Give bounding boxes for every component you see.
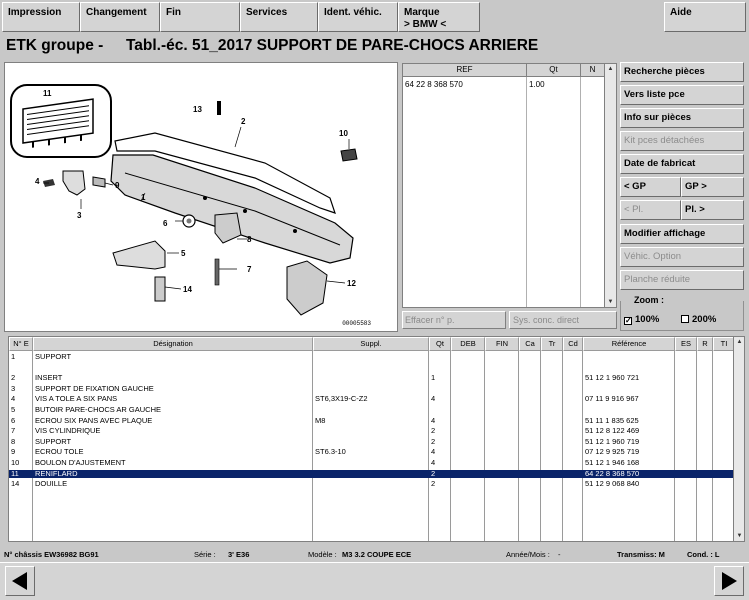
callout-14: 14 — [183, 285, 192, 294]
callout-12: 12 — [347, 279, 356, 288]
cell-des: VIS A TOLE A SIX PANS — [35, 394, 118, 404]
cell-qt: 1 — [431, 373, 436, 383]
cell-des: BUTOIR PARE-CHOCS AR GAUCHE — [35, 405, 161, 414]
cell-ref: 51 12 1 946 168 — [585, 458, 640, 467]
brand-button[interactable] — [398, 2, 480, 32]
ref-row-ref[interactable]: 64 22 8 368 570 — [405, 80, 463, 89]
services-label: Services — [246, 7, 288, 18]
table-row[interactable] — [9, 385, 734, 393]
cell-des: ECROU SIX PANS AVEC PLAQUE — [35, 415, 153, 425]
transmission: Transmiss: M — [617, 550, 665, 559]
cell-qt: 2 — [431, 479, 436, 489]
cell-qt: 2 — [431, 436, 436, 446]
cell-n: 1 — [11, 352, 16, 361]
chassis-number: N° châssis EW36982 BG91 — [4, 550, 99, 559]
cell-n: 14 — [11, 479, 20, 489]
help-label: Aide — [670, 7, 692, 18]
parts-scrollbar[interactable] — [733, 337, 744, 541]
modify-display-button[interactable] — [620, 224, 744, 244]
clear-part-number-button[interactable] — [402, 311, 506, 329]
end-button[interactable] — [160, 2, 240, 32]
col-header-ti[interactable]: TI — [713, 337, 735, 351]
cell-ref: 07 12 9 925 719 — [585, 447, 640, 457]
year-value: - — [558, 550, 561, 559]
col-header-qty[interactable]: Qt — [429, 337, 451, 351]
cell-des: SUPPORT — [35, 436, 72, 446]
cell-des: SUPPORT DE FIXATION GAUCHE — [35, 383, 154, 393]
cell-n: 11 — [11, 468, 19, 478]
back-button[interactable] — [5, 566, 35, 596]
model-label: Modèle : — [308, 550, 337, 559]
kit-label: Kit pces détachées — [624, 135, 705, 146]
table-row[interactable] — [9, 374, 734, 382]
cell-des: RENIFLARD — [35, 468, 78, 478]
series-value: 3' E36 — [228, 550, 250, 559]
diagram-drawing — [5, 63, 398, 332]
cell-sup: M8 — [315, 415, 326, 425]
series-label: Série : — [194, 550, 216, 559]
cell-n: 7 — [11, 426, 16, 436]
cell-des: BOULON D'AJUSTEMENT — [35, 458, 126, 467]
cell-n: 10 — [11, 458, 20, 467]
next-gp-label: GP > — [685, 181, 707, 192]
cell-ref: 51 11 1 835 625 — [585, 415, 639, 425]
brand-label: Marque — [404, 7, 440, 18]
search-parts-button[interactable] — [620, 62, 744, 82]
prev-pl-button[interactable] — [620, 200, 681, 220]
zoom-200-label: 200% — [692, 314, 717, 325]
ref-header-qty[interactable]: Qt — [527, 64, 581, 77]
zoom-100-checkbox[interactable] — [624, 314, 659, 325]
info-parts-button[interactable] — [620, 108, 744, 128]
zoom-100-label: 100% — [635, 314, 660, 325]
callout-2: 2 — [241, 117, 246, 126]
to-list-button[interactable] — [620, 85, 744, 105]
cell-des: ECROU TOLE — [35, 447, 84, 457]
drive-side: Cond. : L — [687, 550, 720, 559]
title-bar — [0, 34, 749, 60]
col-header-es[interactable]: ES — [675, 337, 697, 351]
table-row[interactable] — [9, 364, 734, 372]
cell-n: 3 — [11, 383, 16, 393]
callout-3: 3 — [77, 211, 82, 220]
col-header-no[interactable]: N° E — [9, 337, 33, 351]
cell-ref: 51 12 8 122 469 — [585, 426, 640, 436]
next-pl-button[interactable] — [681, 200, 744, 220]
reduced-plate-label: Planche réduite — [624, 274, 691, 285]
cell-n: 8 — [11, 436, 16, 446]
cell-qt: 4 — [431, 458, 436, 467]
ref-header-ref[interactable]: REF — [403, 64, 527, 77]
next-pl-label: Pl. > — [685, 204, 705, 215]
zoom-label: Zoom : — [634, 295, 664, 305]
cell-n: 5 — [11, 405, 16, 414]
ref-header-n[interactable]: N — [581, 64, 605, 77]
callout-5: 5 — [181, 249, 186, 258]
to-list-label: Vers liste pce — [624, 89, 685, 100]
prev-gp-button[interactable] — [620, 177, 681, 197]
table-title: Tabl.-éc. 51_2017 SUPPORT DE PARE-CHOCS ARRIERE — [125, 37, 539, 54]
callout-11: 11 — [43, 89, 52, 98]
services-button[interactable] — [240, 2, 318, 32]
cell-ref: 64 22 8 368 570 — [585, 468, 640, 478]
ref-scrollbar[interactable] — [604, 64, 616, 307]
table-row[interactable] — [9, 427, 734, 435]
bottom-bar — [0, 562, 749, 600]
status-bar — [0, 546, 749, 562]
cell-des: SUPPORT — [35, 352, 72, 361]
cell-ref: 51 12 9 068 840 — [585, 479, 640, 489]
vehicle-option-label: Véhic. Option — [624, 251, 682, 262]
arrow-right-icon — [715, 567, 743, 595]
part-11-reniflard — [23, 99, 93, 149]
table-row[interactable] — [9, 406, 734, 414]
scroll-down-icon[interactable]: ▼ — [607, 299, 614, 305]
check-icon: ✓ — [625, 316, 632, 325]
date-label: Date de fabricat — [624, 158, 696, 169]
sys-conc-label: Sys. conc. direct — [513, 315, 580, 325]
ref-row-qty[interactable]: 1.00 — [529, 80, 545, 89]
cell-qt: 4 — [431, 394, 436, 404]
prev-pl-label: < Pl. — [624, 204, 644, 215]
clear-part-number-label: Effacer n° p. — [405, 315, 455, 325]
cell-n: 9 — [11, 447, 16, 457]
modify-display-label: Modifier affichage — [624, 228, 706, 239]
col-header-designation[interactable]: Désignation — [33, 337, 313, 351]
scroll-down-icon[interactable]: ▼ — [736, 533, 743, 539]
brand-value: > BMW < — [404, 19, 447, 30]
table-row[interactable] — [9, 480, 734, 488]
parts-table[interactable] — [8, 336, 745, 542]
end-label: Fin — [166, 7, 181, 18]
col-header-deb[interactable]: DEB — [451, 337, 485, 351]
table-row[interactable] — [9, 417, 734, 425]
col-header-ca[interactable]: Ca — [519, 337, 541, 351]
menu-bar — [0, 0, 749, 34]
table-row[interactable] — [9, 448, 734, 456]
scroll-up-icon[interactable]: ▲ — [736, 339, 743, 345]
table-row[interactable] — [9, 353, 734, 361]
parts-diagram[interactable] — [4, 62, 398, 332]
col-header-r[interactable]: R — [697, 337, 713, 351]
info-parts-label: Info sur pièces — [624, 112, 692, 123]
help-button[interactable] — [664, 2, 746, 32]
vehicle-ident-button[interactable] — [318, 2, 398, 32]
change-button[interactable] — [80, 2, 160, 32]
scroll-up-icon[interactable]: ▲ — [607, 66, 614, 72]
col-header-fin[interactable]: FIN — [485, 337, 519, 351]
callout-4: 4 — [35, 177, 40, 186]
print-button[interactable] — [2, 2, 80, 32]
change-label: Changement — [86, 7, 147, 18]
cell-ref: 07 11 9 916 967 — [585, 394, 639, 404]
cell-qt: 2 — [431, 468, 436, 478]
callout-1: 1 — [141, 193, 146, 202]
col-header-suppl[interactable]: Suppl. — [313, 337, 429, 351]
callout-9: 9 — [115, 181, 120, 190]
ref-col-qty — [527, 77, 581, 307]
kit-button[interactable] — [620, 131, 744, 151]
cell-qt: 4 — [431, 415, 436, 425]
year-label: Année/Mois : — [506, 550, 550, 559]
group-title: ETK groupe - — [6, 37, 104, 54]
reduced-plate-button[interactable] — [620, 270, 744, 290]
callout-13: 13 — [193, 105, 202, 114]
print-label: Impression — [8, 7, 62, 18]
sys-conc-button[interactable] — [509, 311, 617, 329]
page-title — [6, 37, 538, 55]
col-header-tr[interactable]: Tr — [541, 337, 563, 351]
search-parts-label: Recherche pièces — [624, 66, 705, 77]
ref-col-ref — [403, 77, 527, 307]
empty-checkbox-icon — [681, 315, 689, 323]
callout-10: 10 — [339, 129, 348, 138]
model-value: M3 3.2 COUPE ECE — [342, 550, 412, 559]
cell-qt: 4 — [431, 447, 436, 457]
next-gp-button[interactable] — [681, 177, 744, 197]
vehicle-option-button[interactable] — [620, 247, 744, 267]
prev-gp-label: < GP — [624, 181, 646, 192]
table-row[interactable] — [9, 395, 734, 403]
table-row[interactable] — [9, 470, 734, 478]
callout-8: 8 — [247, 235, 252, 244]
ref-col-n — [581, 77, 605, 307]
callout-7: 7 — [247, 265, 252, 274]
cell-n: 4 — [11, 394, 16, 404]
cell-n: 6 — [11, 415, 16, 425]
cell-des: INSERT — [35, 373, 63, 383]
cell-qt: 2 — [431, 426, 436, 436]
table-row[interactable] — [9, 459, 734, 467]
col-header-reference[interactable]: Référence — [583, 337, 675, 351]
cell-des: VIS CYLINDRIQUE — [35, 426, 101, 436]
arrow-left-icon — [6, 567, 34, 595]
forward-button[interactable] — [714, 566, 744, 596]
cell-n: 2 — [11, 373, 16, 383]
cell-sup: ST6,3X19-C-Z2 — [315, 394, 368, 404]
zoom-200-checkbox[interactable] — [681, 314, 716, 325]
cell-des: DOUILLE — [35, 479, 68, 489]
vehicle-ident-label: Ident. véhic. — [324, 7, 382, 18]
reference-table[interactable] — [402, 63, 617, 308]
date-button[interactable] — [620, 154, 744, 174]
diagram-code: 00005583 — [342, 320, 371, 327]
cell-ref: 51 12 1 960 719 — [585, 436, 640, 446]
cell-sup: ST6.3-10 — [315, 447, 346, 457]
callout-6: 6 — [163, 219, 168, 228]
cell-ref: 51 12 1 960 721 — [585, 373, 640, 383]
table-row[interactable] — [9, 438, 734, 446]
col-header-cd[interactable]: Cd — [563, 337, 583, 351]
